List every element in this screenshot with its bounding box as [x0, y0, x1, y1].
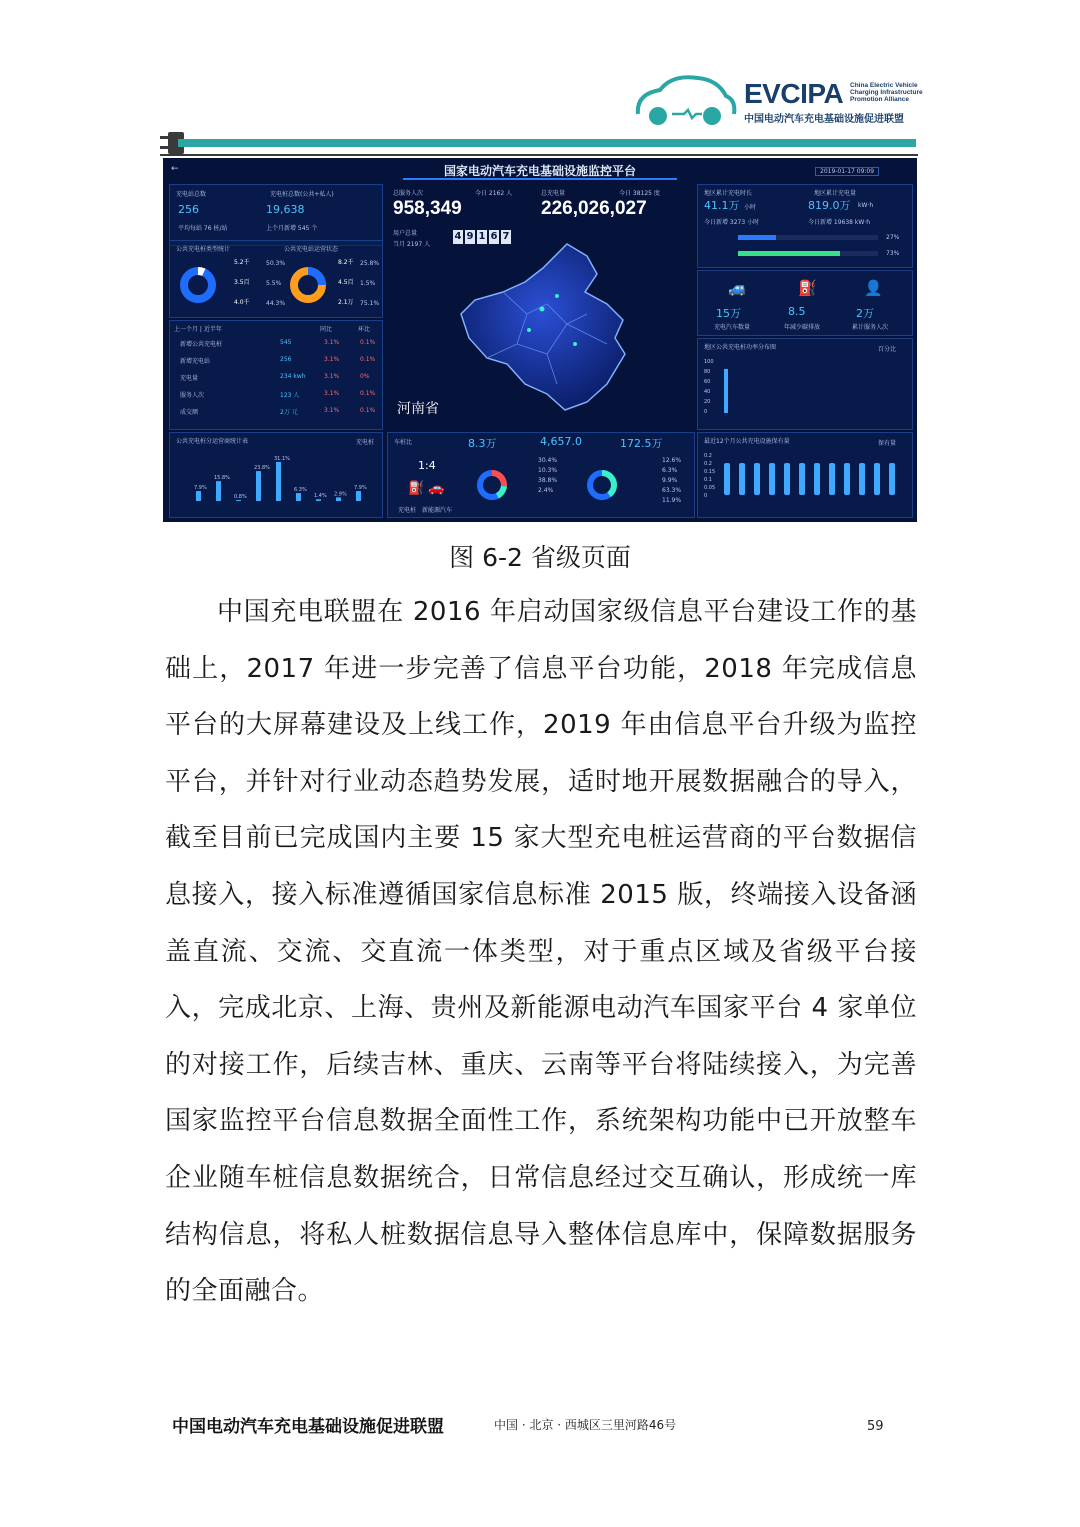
- user-count-label: 用户总量: [393, 230, 418, 237]
- logo-subtitle: China Electric Vehicle Charging Infrastructure Promotion Alliance: [850, 82, 923, 103]
- panel-icon-stats: [697, 270, 913, 336]
- ratio-label: 车桩比: [394, 439, 413, 446]
- operation-pct-3: 75.1%: [360, 300, 380, 307]
- operator-bar-label: 7.9%: [354, 485, 367, 492]
- bottom-value-2: 4,657.0: [540, 435, 582, 448]
- panel-monthly-table: [169, 320, 383, 430]
- operator-bar: [296, 493, 301, 501]
- table-row-label: 新增充电站: [180, 358, 211, 365]
- bottom-value-1: 8.3万: [468, 437, 497, 450]
- operation-value-1: 8.2千: [338, 259, 354, 266]
- table-row-mom: 0.1%: [360, 356, 376, 363]
- car-stat-value: 15万: [716, 307, 741, 320]
- bottom-value-3: 172.5万: [620, 437, 663, 450]
- operation-stats-title: 公共充电站运营状态: [284, 246, 339, 253]
- duration-label: 地区累计充电时长: [704, 190, 753, 197]
- right-pie-chart: [584, 467, 620, 503]
- pie-legend-value: 12.6%: [662, 457, 682, 464]
- holding-bar: [889, 463, 895, 495]
- power-ytick: 40: [704, 389, 711, 395]
- table-row-value: 2万 元: [280, 409, 298, 416]
- header-rule: [160, 154, 918, 156]
- holding-bar: [844, 463, 850, 495]
- person-stat-label: 累计服务人次: [852, 324, 889, 331]
- pie-legend-value: 30.4%: [538, 457, 558, 464]
- holding-ytick: 0.2: [704, 453, 712, 459]
- holding-bar-chart: [702, 449, 908, 515]
- pie-legend-value: 10.3%: [538, 467, 558, 474]
- type-value-3: 4.0千: [234, 299, 250, 306]
- table-row-label: 充电量: [180, 375, 199, 382]
- table-row-label: 成交额: [180, 409, 199, 416]
- operator-chart-legend: 充电桩: [356, 439, 375, 446]
- duration-value: 41.1万: [704, 199, 740, 212]
- operator-bar: [316, 499, 321, 501]
- footer-address: 中国 · 北京 · 西城区三里河路46号: [494, 1418, 677, 1432]
- pie-legend-value: 11.9%: [662, 497, 682, 504]
- logo-text: EVCIPA: [744, 78, 844, 109]
- user-count-sub: 当月 2197 人: [393, 241, 431, 248]
- panel-power-distribution: [697, 338, 913, 430]
- pie-legend-value: 6.3%: [662, 467, 678, 474]
- charger-stat-value: 8.5: [788, 305, 806, 318]
- charging-pile-icon: ⛽: [408, 481, 425, 496]
- type-pct-3: 44.3%: [266, 300, 286, 307]
- operator-bar-label: 2.9%: [334, 491, 347, 498]
- table-row-mom: 0.1%: [360, 339, 376, 346]
- operator-bar-label: 1.4%: [314, 493, 327, 500]
- table-header[interactable]: 上一个月 | 近半年: [174, 326, 222, 333]
- power-ytick: 20: [704, 399, 711, 405]
- pile-value: 19,638: [266, 203, 305, 216]
- panel-region-stats: [697, 184, 913, 268]
- duration-unit: 小时: [744, 204, 757, 211]
- holding-bar: [814, 463, 820, 495]
- user-digit-3: 1: [478, 231, 486, 242]
- operator-bar-chart: [190, 449, 376, 511]
- progress-bar-1: [738, 235, 878, 240]
- type-pct-1: 50.3%: [266, 260, 286, 267]
- panel-type-stats: [169, 240, 383, 318]
- car-stat-icon: 🚙: [728, 279, 747, 297]
- type-value-2: 3.5百: [234, 279, 250, 286]
- table-row-value: 234 kwh: [280, 373, 306, 380]
- car-stat-label: 充电汽车数量: [714, 324, 751, 331]
- table-row-yoy: 3.1%: [324, 390, 340, 397]
- ev-car-logo-icon: [630, 70, 740, 130]
- region-energy-unit: kW·h: [858, 202, 874, 209]
- table-row-mom: 0.1%: [360, 390, 376, 397]
- car-legend: 新能源汽车: [422, 507, 453, 514]
- operation-pct-1: 25.8%: [360, 260, 380, 267]
- body-paragraph: 中国充电联盟在 2016 年启动国家级信息平台建设工作的基础上，2017 年进一步完善了信息平台功能，2018 年完成信息平台的大屏幕建设及上线工作，2019 年由信息平台升级为监控平台，并针对行业动态趋势发展，适时地开展数据融合的导入，截至目前已完成国内主要 15 家大型充电桩运营商的平台数据信息接入，接入标准遵循国家信息标准 2015 版，终端接入设备涵盖直流、交流、交直流一体类型，对于重点区域及省级平台接入，完成北京、上海、贵州及新能源电动汽车国家平台 4 家单位的对接工作，后续吉林、重庆、云南等平台将陆续接入，为完善国家监控平台信息数据全面性工作，系统架构功能中已开放整车企业随车桩信息数据统合，日常信息经过交互确认，形成统一库结构信息，将私人桩数据信息导入整体信息库中，保障数据服务的全面融合。: [165, 597, 917, 1307]
- region-energy-label: 地区累计充电量: [814, 190, 857, 197]
- type-donut-chart: [178, 265, 218, 305]
- operator-bar: [216, 481, 221, 501]
- pile-legend: 充电桩: [398, 507, 417, 514]
- operator-chart-title: 公共充电桩分运营商统计表: [176, 438, 249, 445]
- page-number: 59: [867, 1419, 884, 1434]
- logo-chinese-name: 中国电动汽车充电基础设施促进联盟: [744, 114, 904, 125]
- charger-stat-icon: ⛽: [798, 279, 817, 297]
- power-chart-legend: 百分比: [878, 346, 897, 353]
- back-arrow-icon: ←: [171, 164, 179, 174]
- province-label: 河南省: [397, 401, 439, 417]
- person-stat-value: 2万: [856, 307, 874, 320]
- pie-legend-value: 2.4%: [538, 487, 554, 494]
- power-bar-chart: [702, 355, 908, 425]
- power-ytick: 0: [704, 409, 708, 415]
- operator-bar-label: 7.9%: [194, 485, 207, 492]
- table-row-mom: 0.1%: [360, 407, 376, 414]
- operator-bar-label: 31.1%: [274, 455, 290, 462]
- operator-bar: [276, 462, 281, 501]
- holding-bar: [874, 463, 880, 495]
- operator-bar: [336, 497, 341, 501]
- pie-legend-value: 38.8%: [538, 477, 558, 484]
- dashboard-screenshot: [163, 158, 917, 522]
- holding-bar: [784, 463, 790, 495]
- header: [0, 0, 1080, 160]
- operator-bar-label: 23.8%: [254, 465, 270, 472]
- person-stat-icon: 👤: [864, 279, 883, 297]
- station-value: 256: [178, 203, 199, 216]
- holding-ytick: 0.05: [704, 485, 716, 491]
- energy-today: 今日 38125 度: [619, 190, 660, 197]
- panel-monthly-holding: [697, 432, 913, 518]
- operation-value-2: 4.5百: [338, 279, 354, 286]
- operator-bar: [236, 500, 241, 501]
- col-mom: 环比: [358, 326, 371, 333]
- type-pct-2: 5.5%: [266, 280, 282, 287]
- dashboard-title: 国家电动汽车充电基础设施监控平台: [403, 162, 677, 180]
- station-label: 充电站总数: [176, 191, 207, 198]
- last-month-new: 上个月新增 545 个: [266, 225, 318, 232]
- body-text: [165, 584, 917, 1320]
- charger-stat-label: 年减少碳排放: [784, 324, 821, 331]
- henan-province-map[interactable]: [447, 234, 647, 424]
- pie-legend-value: 9.9%: [662, 477, 678, 484]
- table-row-yoy: 3.1%: [324, 373, 340, 380]
- table-row-yoy: 3.1%: [324, 356, 340, 363]
- type-stats-title: 公共充电桩类型统计: [176, 246, 231, 253]
- panel-ratio: [387, 432, 695, 518]
- progress-pct-2: 73%: [886, 250, 900, 257]
- type-value-1: 5.2千: [234, 259, 250, 266]
- panel-station-stats: [169, 184, 383, 246]
- panel-operator-chart: [169, 432, 383, 518]
- operator-bar: [356, 491, 361, 501]
- table-row-label: 服务人次: [180, 392, 205, 399]
- progress-pct-1: 27%: [886, 234, 900, 241]
- operator-bar-label: 15.8%: [214, 475, 230, 482]
- col-yoy: 同比: [320, 326, 333, 333]
- header-teal-bar: [178, 139, 916, 147]
- table-row-yoy: 3.1%: [324, 407, 340, 414]
- table-row-value: 123 人: [280, 392, 300, 399]
- pie-legend-value: 63.3%: [662, 487, 682, 494]
- user-digit-1: 4: [454, 231, 462, 242]
- users-label: 总服务人次: [393, 190, 424, 197]
- power-ytick: 100: [704, 359, 714, 365]
- panel-center-map: [387, 184, 693, 428]
- holding-bar: [724, 463, 730, 495]
- holding-ytick: 0.2: [704, 461, 712, 467]
- holding-ytick: 0.15: [704, 469, 716, 475]
- users-value: 958,349: [393, 198, 462, 219]
- holding-bar: [799, 463, 805, 495]
- operation-value-3: 2.1万: [338, 299, 354, 306]
- avg-per-station: 平均每站 76 桩/站: [178, 225, 228, 232]
- operator-bar-label: 6.3%: [294, 487, 307, 494]
- holding-chart-legend: 保有量: [878, 440, 897, 447]
- progress-bar-2: [738, 251, 878, 256]
- users-today: 今日 2162 人: [475, 190, 513, 197]
- holding-bar: [859, 463, 865, 495]
- ratio-value: 1:4: [418, 459, 436, 472]
- dashboard-timestamp: 2019-01-17 09:09: [815, 167, 879, 176]
- user-digit-5: 7: [502, 231, 510, 242]
- holding-chart-title: 最近12个月公共充电设施保有量: [704, 438, 790, 445]
- operator-bar: [256, 471, 261, 501]
- power-ytick: 80: [704, 369, 711, 375]
- pile-label: 充电桩总数(公共+私人): [270, 191, 334, 198]
- holding-ytick: 0: [704, 493, 708, 499]
- duration-today: 今日新增 3273 小时: [704, 219, 760, 226]
- figure-caption: 图 6-2 省级页面: [449, 543, 631, 572]
- table-row-mom: 0%: [360, 373, 370, 380]
- energy-label: 总充电量: [541, 190, 566, 197]
- table-row-value: 545: [280, 339, 292, 346]
- power-bar: [724, 369, 728, 413]
- power-chart-title: 地区公共充电桩功率分布图: [704, 344, 777, 351]
- holding-ytick: 0.1: [704, 477, 712, 483]
- operation-pct-2: 1.5%: [360, 280, 376, 287]
- region-energy-today: 今日新增 19638 kW·h: [808, 219, 871, 226]
- user-digit-4: 6: [490, 231, 498, 242]
- car-icon: 🚗: [428, 481, 445, 496]
- footer-org: 中国电动汽车充电基础设施促进联盟: [172, 1417, 444, 1437]
- power-ytick: 60: [704, 379, 711, 385]
- user-digit-2: 9: [466, 231, 474, 242]
- left-pie-chart: [474, 467, 510, 503]
- table-row-label: 新增公共充电桩: [180, 341, 223, 348]
- region-energy-value: 819.0万: [808, 199, 851, 212]
- holding-bar: [829, 463, 835, 495]
- operator-bar: [196, 491, 201, 501]
- holding-bar: [739, 463, 745, 495]
- table-row-value: 256: [280, 356, 292, 363]
- operation-donut-chart: [288, 265, 328, 305]
- operator-bar-label: 0.8%: [234, 493, 247, 500]
- holding-bar: [754, 463, 760, 495]
- holding-bar: [769, 463, 775, 495]
- table-row-yoy: 3.1%: [324, 339, 340, 346]
- energy-value: 226,026,027: [541, 198, 647, 219]
